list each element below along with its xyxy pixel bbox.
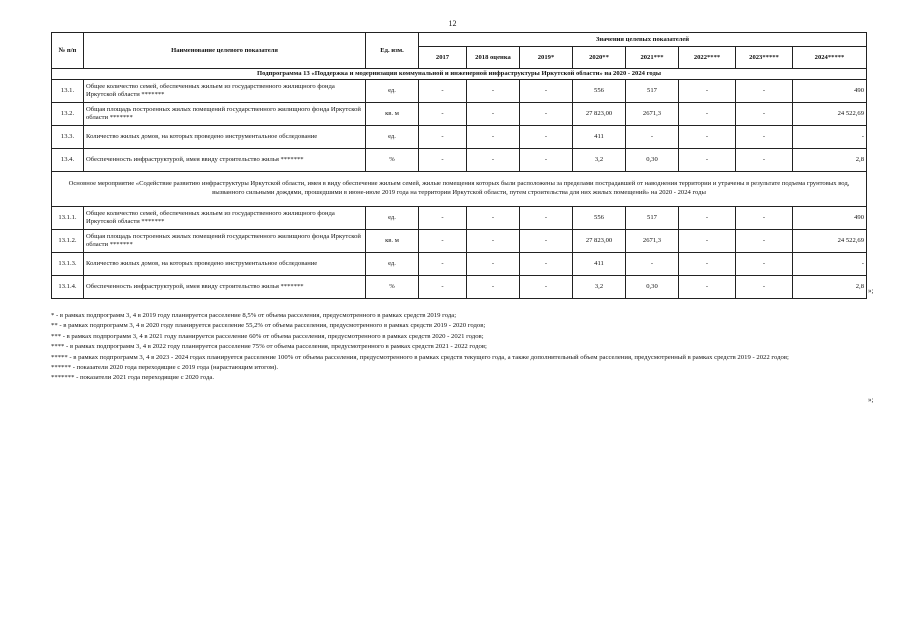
row-value: - [626,253,679,276]
row-name: Общая площадь построенных жилых помещений государственного жилищного фонда Иркутской области ******* [84,230,366,253]
header-year: 2024***** [793,47,867,69]
footnote: * - в рамках подпрограмм 3, 4 в 2019 году планируется расселение 8,5% от объема расселения, предусмотренного в рамках средств 2019 года; [51,312,457,319]
footnote: ***** - в рамках подпрограмм 3, 4 в 2023 - 2024 годах планируется расселение 100% от объема расселения, предусмотренного в рамках средств текущего года, а также дополнительный объем расселения, предусмотренный в рамках средств 2019 - 2022 годов; [51,353,789,361]
header-values: Значения целевых показателей [419,33,867,47]
footnote: *** - в рамках подпрограмм 3, 4 в 2021 году планируется расселение 60% от объема расселения, предусмотренного в рамках средств 2020 - 2021 годов; [51,332,484,340]
row-value: - [679,276,736,299]
row-name: Общее количество семей, обеспеченных жильем из государственного жилищного фонда Иркутской области ******* [84,80,366,103]
table-row [52,80,867,103]
row-value: - [520,230,573,253]
row-num: 13.4. [52,149,84,172]
row-value: - [793,253,867,276]
footnote: ******* - показатели 2021 года переходящие с 2020 года. [51,374,215,382]
row-value: 0,30 [626,276,679,299]
footnote: **** - в рамках подпрограмм 3, 4 в 2022 году планируется расселение 75% от объема расселения, предусмотренного в рамках средств 2021 - 2022 годов; [51,343,487,351]
table-row [52,103,867,126]
header-name: Наименование целевого показателя [84,33,366,69]
header-year: 2019* [520,47,573,69]
row-value: 3,2 [573,149,626,172]
row-value: 2671,3 [626,230,679,253]
table-end-mark: »; [868,287,874,295]
row-value: - [679,126,736,149]
row-value: - [467,80,520,103]
row-value: 27 823,00 [573,103,626,126]
main-event: Основное мероприятие «Содействие развитию инфраструктуры Иркутской области, имея в виду обеспечение жильем семей, жилые помещения которых были расположены за пределами пострадавшей от наводнения территории и утрачены в результате подъема грунтовых вод, вызванного сильными дождями, прошедшими в июне-июле 2019 года на территории Иркутской области, путем строительства для них жилых помещений» на 2020 - 2024 годы [52,172,867,207]
row-num: 13.1.2. [52,230,84,253]
row-value: - [419,207,467,230]
row-value: - [520,253,573,276]
subprogram-title: Подпрограмма 13 «Поддержка и модернизация коммунальной и инженерной инфраструктуры Иркутской области» на 2020 - 2024 годы [52,69,867,80]
table-row [52,126,867,149]
row-value: - [467,230,520,253]
table-row [52,230,867,253]
row-value: 411 [573,253,626,276]
row-value: - [679,103,736,126]
row-value: - [626,126,679,149]
row-value: - [520,80,573,103]
subprogram-title-row [52,69,867,80]
header-num: № п/п [52,33,84,69]
row-name: Обеспеченность инфраструктурой, имея ввиду строительство жилья ******* [84,276,366,299]
row-value: - [419,126,467,149]
row-value: - [419,149,467,172]
header-year: 2017 [419,47,467,69]
row-value: 2,8 [793,149,867,172]
row-value: 517 [626,80,679,103]
footnote: ** - в рамках подпрограмм 3, 4 в 2020 году планируется расселение 55,2% от объема расселения, предусмотренного в рамках средств 2019 - 2020 годов; [51,322,486,330]
row-value: - [736,80,793,103]
row-unit: ед. [366,207,419,230]
footnote: ****** - показатели 2020 года переходящие с 2019 года (нарастающим итогом). [51,363,279,371]
row-value: - [520,207,573,230]
row-value: - [679,253,736,276]
row-name: Обеспеченность инфраструктурой, имея ввиду строительство жилья ******* [84,149,366,172]
row-unit: кв. м [366,230,419,253]
row-value: - [679,207,736,230]
footnotes [51,311,871,384]
row-unit: % [366,276,419,299]
row-value: - [467,207,520,230]
row-value: 490 [793,80,867,103]
row-value: - [736,103,793,126]
row-value: - [736,276,793,299]
indicators-table [51,32,867,299]
row-name: Количество жилых домов, на которых проведено инструментальное обследование [84,126,366,149]
header-year: 2023***** [736,47,793,69]
table-row [52,207,867,230]
row-value: - [520,149,573,172]
row-value: 411 [573,126,626,149]
row-unit: ед. [366,80,419,103]
row-value: - [520,126,573,149]
row-value: - [736,126,793,149]
row-value: - [736,253,793,276]
row-value: - [419,80,467,103]
row-num: 13.2. [52,103,84,126]
row-value: - [793,126,867,149]
row-value: - [467,276,520,299]
row-value: - [736,149,793,172]
row-value: 24 522,69 [793,103,867,126]
row-value: 517 [626,207,679,230]
row-name: Общее количество семей, обеспеченных жильем из государственного жилищного фонда Иркутской области ******* [84,207,366,230]
header-year: 2018 оценка [467,47,520,69]
row-unit: ед. [366,126,419,149]
row-value: - [419,103,467,126]
row-name: Общая площадь построенных жилых помещений государственного жилищного фонда Иркутской области ******* [84,103,366,126]
row-unit: кв. м [366,103,419,126]
row-name: Количество жилых домов, на которых проведено инструментальное обследование [84,253,366,276]
row-unit: ед. [366,253,419,276]
row-value: 2671,3 [626,103,679,126]
header-year: 2020** [573,47,626,69]
row-unit: % [366,149,419,172]
table-row [52,149,867,172]
row-value: - [467,149,520,172]
row-value: - [467,103,520,126]
header-unit: Ед. изм. [366,33,419,69]
row-value: - [736,230,793,253]
table-row [52,253,867,276]
row-value: 490 [793,207,867,230]
row-num: 13.1.3. [52,253,84,276]
row-value: - [520,103,573,126]
row-value: - [520,276,573,299]
row-num: 13.1.1. [52,207,84,230]
row-value: 0,30 [626,149,679,172]
main-event-row [52,172,867,207]
row-value: - [419,276,467,299]
row-value: 556 [573,80,626,103]
header-year: 2022**** [679,47,736,69]
row-value: - [467,253,520,276]
table-row [52,276,867,299]
page-number: 12 [448,19,457,28]
row-num: 13.1.4. [52,276,84,299]
row-num: 13.1. [52,80,84,103]
row-value: 24 522,69 [793,230,867,253]
row-value: - [736,207,793,230]
row-value: 2,8 [793,276,867,299]
header-year: 2021*** [626,47,679,69]
row-value: - [679,149,736,172]
row-num: 13.3. [52,126,84,149]
end-mark: »; [868,396,874,404]
row-value: - [679,230,736,253]
row-value: - [467,126,520,149]
row-value: 3,2 [573,276,626,299]
row-value: - [419,253,467,276]
row-value: - [679,80,736,103]
row-value: 556 [573,207,626,230]
row-value: 27 823,00 [573,230,626,253]
row-value: - [419,230,467,253]
